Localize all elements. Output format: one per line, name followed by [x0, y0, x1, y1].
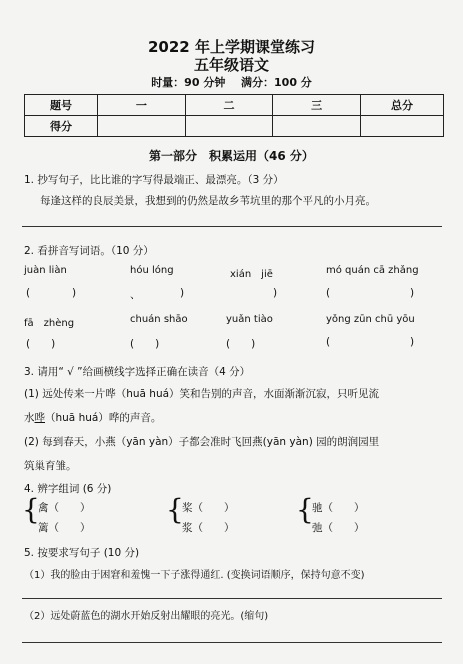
q4-word-6[interactable]: 弛（ ） — [312, 522, 365, 534]
score-cell[interactable] — [98, 116, 186, 137]
score-header-cell: 总分 — [361, 95, 444, 116]
answer-blank-open[interactable]: ( — [326, 287, 331, 299]
brace-icon: { — [166, 493, 184, 526]
q3-line-2-end: （huā huá）哗的声音。 — [45, 412, 162, 424]
score-cell[interactable] — [185, 116, 273, 137]
exam-subtitle: 五年级语文 — [193, 56, 269, 74]
answer-blank[interactable]: ( ) — [26, 338, 56, 350]
score-table-row — [25, 116, 444, 137]
pinyin-8: yǒng zūn chū yōu — [326, 314, 415, 325]
score-header-cell: 题号 — [25, 95, 98, 116]
exam-title: 2022 年上学期课堂练习 — [148, 38, 315, 56]
q5-answer-line-2[interactable] — [22, 642, 442, 643]
q3-underlined-char: 哗 — [34, 412, 45, 424]
q4-word-5[interactable]: 驰（ ） — [312, 502, 365, 514]
q1-sentence: 每逢这样的良辰美景，我想到的仍然是故乡苇坑里的那个平凡的小月亮。 — [40, 195, 376, 207]
answer-blank-open[interactable]: ( — [26, 287, 31, 299]
answer-blank-close[interactable]: ) — [72, 287, 77, 299]
pinyin-1: juàn liàn — [24, 265, 67, 276]
pinyin-6: chuán shāo — [130, 314, 188, 325]
pinyin-3: xián jiē — [230, 269, 273, 280]
answer-blank-close[interactable]: ) — [180, 287, 185, 299]
q4-word-1[interactable]: 禽（ ） — [38, 502, 91, 514]
q1-answer-line[interactable] — [22, 226, 442, 227]
q3-title: 3. 请用“ √ ”给画横线字选择正确在读音（4 分） — [24, 366, 251, 378]
q4-word-4[interactable]: 浆（ ） — [182, 522, 235, 534]
q5-item-2: （2）远处蔚蓝色的湖水开始反射出耀眼的亮光。(缩句) — [24, 611, 269, 622]
q3-line-3: (2) 每到春天，小燕（yān yàn）子都会准时飞回燕(yān yàn) 园的朗润园里 — [24, 436, 380, 448]
q4-word-2[interactable]: 篱（ ） — [38, 522, 91, 534]
score-table-header-row — [25, 95, 444, 116]
answer-blank[interactable]: ( ) — [130, 338, 160, 350]
answer-blank[interactable]: ( ) — [226, 338, 256, 350]
brace-icon: { — [296, 493, 314, 526]
answer-blank-open[interactable]: ( — [326, 336, 331, 348]
q5-item-1: （1）我的脸由于困窘和羞愧一下子涨得通红. (变换词语顺序，保持句意不变) — [24, 570, 365, 581]
section-title: 第一部分 积累运用（46 分） — [149, 149, 314, 163]
pinyin-4: mó quán cā zhǎng — [326, 265, 419, 276]
exam-full-score: 满分：100 分 — [241, 76, 312, 89]
q3-line-1: (1) 远处传来一片哗（huā huá）笑和告别的声音，水面渐渐沉寂，只听见流 — [24, 388, 380, 400]
score-cell[interactable] — [273, 116, 361, 137]
q3-line-4: 筑巢育雏。 — [24, 460, 77, 472]
exam-meta — [0, 74, 463, 90]
q5-answer-line-1[interactable] — [22, 598, 442, 599]
answer-blank-close[interactable]: ) — [273, 287, 278, 299]
score-header-cell: 一 — [98, 95, 186, 116]
q5-title: 5. 按要求写句子 (10 分) — [24, 547, 140, 559]
pinyin-7: yuǎn tiào — [226, 314, 273, 325]
score-header-cell: 三 — [273, 95, 361, 116]
score-header-cell: 二 — [185, 95, 273, 116]
pinyin-2: hóu lóng — [130, 265, 174, 276]
q1-title: 1. 抄写句子，比比谁的字写得最端正、最漂亮。（3 分） — [24, 174, 284, 186]
exam-time: 时量：90 分钟 — [151, 76, 226, 89]
q4-title: 4. 辨字组词 (6 分) — [24, 483, 112, 495]
brace-icon: { — [22, 493, 40, 526]
q3-line-2-start: 水 — [24, 412, 35, 424]
answer-blank-close[interactable]: ) — [410, 336, 415, 348]
q3-line-2 — [24, 410, 161, 425]
answer-blank-mark[interactable]: 、 — [130, 289, 141, 301]
q4-word-3[interactable]: 桨（ ） — [182, 502, 235, 514]
score-cell[interactable] — [361, 116, 444, 137]
answer-blank-close[interactable]: ) — [410, 287, 415, 299]
q2-title: 2. 看拼音写词语。（10 分） — [24, 245, 154, 257]
score-row-label: 得分 — [25, 116, 98, 137]
pinyin-5: fā zhèng — [24, 318, 75, 329]
score-table — [24, 94, 444, 137]
